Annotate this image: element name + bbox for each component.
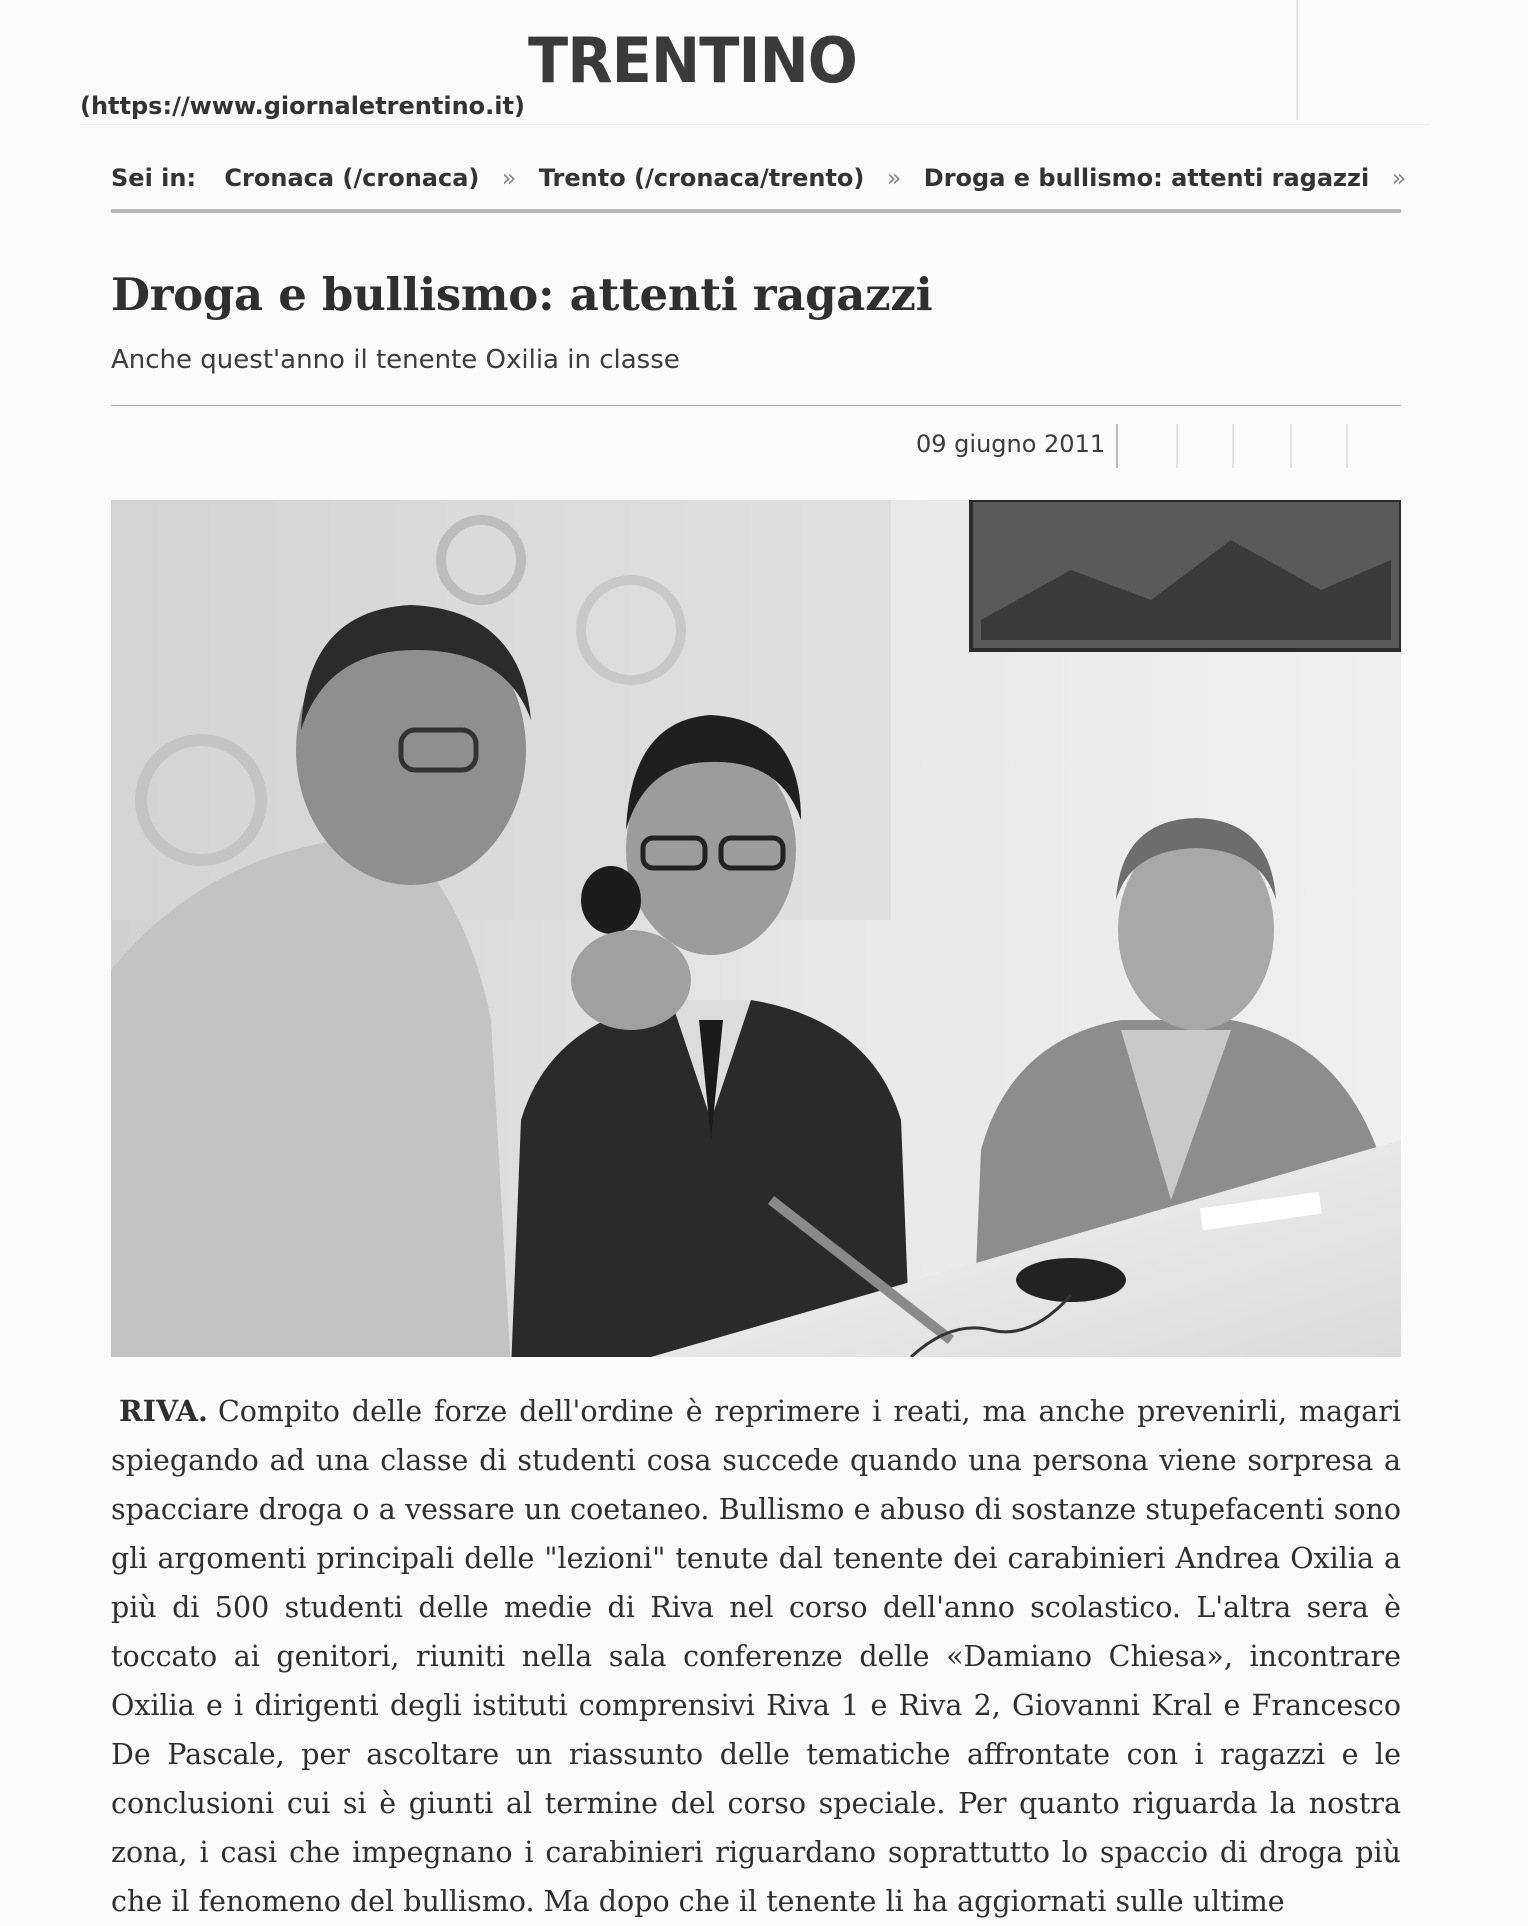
share-divider: [1290, 424, 1292, 468]
breadcrumb-separator: »: [886, 164, 902, 192]
article-date: 09 giugno 2011: [916, 430, 1106, 458]
article-body: [111, 1387, 1401, 1926]
breadcrumb-item-current[interactable]: Droga e bullismo: attenti ragazzi: [923, 164, 1370, 192]
article-subtitle: Anche quest'anno il tenente Oxilia in classe: [111, 345, 680, 375]
article-dateline: RIVA.: [119, 1394, 208, 1428]
article-title: Droga e bullismo: attenti ragazzi: [111, 268, 933, 321]
breadcrumb-lead: Sei in:: [111, 164, 197, 192]
header-divider: [80, 124, 1430, 125]
share-divider: [1346, 424, 1348, 468]
article-text: Compito delle forze dell'ordine è reprimere i reati, ma anche prevenirli, magari spiegando ad una classe di studenti cosa succede quando una persona viene sorpresa a spacciare droga o a vessare un coetaneo. Bullismo e abuso di sostanze stupefacenti sono gli argomenti principali delle "lezioni" tenute dal tenente dei carabinieri Andrea Oxilia a più di 500 studenti delle medie di Riva nel corso dell'anno scolastico. L'altra sera è toccato ai genitori, riuniti nella sala conferenze delle «Damiano Chiesa», incontrare Oxilia e i dirigenti degli istituti comprensivi Riva 1 e Riva 2, Giovanni Kral e Francesco De Pascale, per ascoltare un riassunto delle tematiche affrontate con i ragazzi e le conclusioni cui si è giunti al termine del corso speciale. Per quanto riguarda la nostra zona, i casi che impegnano i carabinieri riguardano soprattutto lo spaccio di droga più che il fenomeno del bullismo. Ma dopo che il tenente li ha aggiornati sulle ultime: [111, 1395, 1401, 1918]
breadcrumb-divider: [111, 209, 1401, 213]
breadcrumb-separator: »: [501, 164, 517, 192]
article-photo: [111, 500, 1401, 1357]
page-edge-line: [1296, 0, 1298, 120]
breadcrumb-separator: »: [1391, 164, 1407, 192]
share-divider: [1176, 424, 1178, 468]
breadcrumb: [111, 164, 1407, 192]
subtitle-divider: [111, 405, 1401, 406]
breadcrumb-item-cronaca[interactable]: Cronaca (/cronaca): [224, 164, 480, 192]
site-url[interactable]: (https://www.giornaletrentino.it): [80, 92, 525, 120]
breadcrumb-item-trento[interactable]: Trento (/cronaca/trento): [538, 164, 865, 192]
site-logo[interactable]: TRENTINO: [528, 24, 857, 97]
share-divider: [1232, 424, 1234, 468]
share-divider: [1116, 424, 1118, 468]
